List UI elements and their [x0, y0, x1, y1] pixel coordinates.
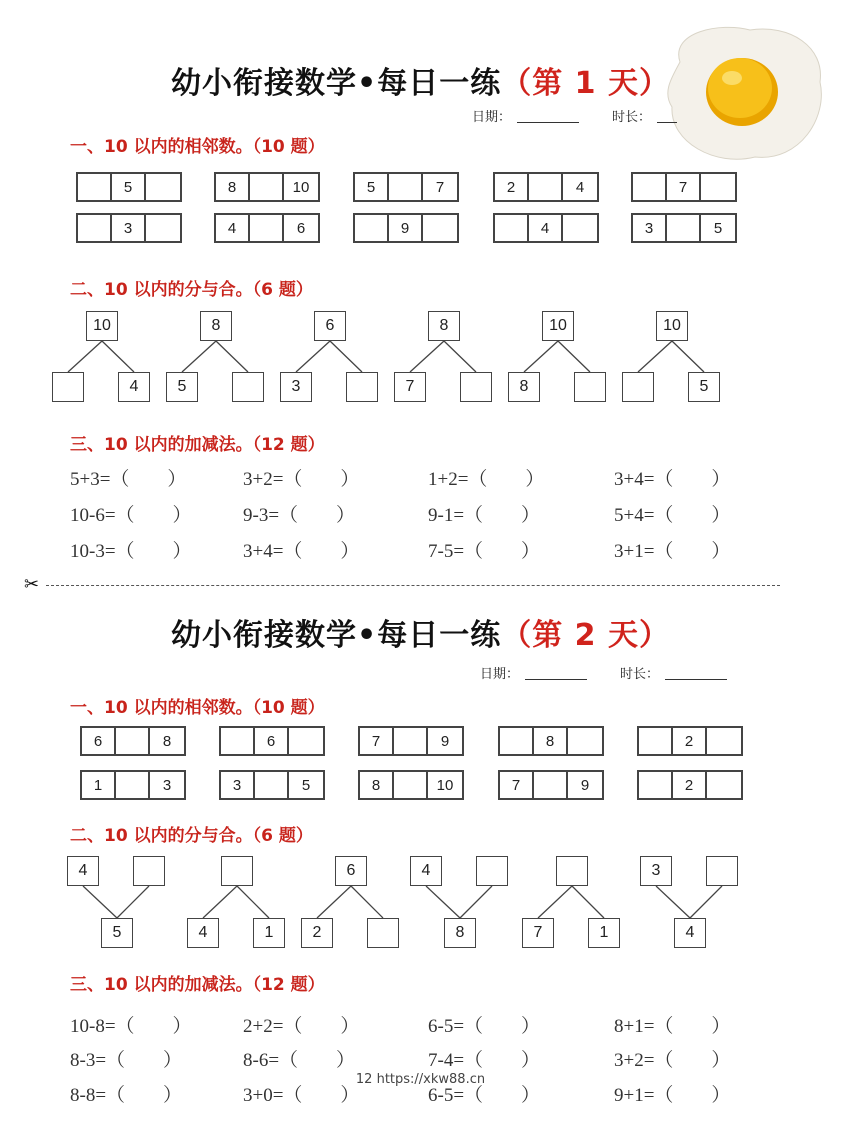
- answer-blank-cell[interactable]: [250, 174, 284, 200]
- bond-line: [237, 886, 269, 918]
- answer-blank-cell[interactable]: [255, 772, 289, 798]
- equation-item[interactable]: 10-6=（ ）: [70, 505, 192, 526]
- bond-line: [558, 341, 590, 372]
- equation-item[interactable]: 3+1=（ ）: [614, 541, 731, 562]
- number-box: 3: [640, 856, 672, 886]
- equation-item[interactable]: 9+1=（ ）: [614, 1085, 731, 1106]
- number-box: 8: [508, 372, 540, 402]
- bond-line: [330, 341, 362, 372]
- page-title-day2: 幼小衔接数学•每日一练（第 2 天）: [171, 618, 670, 653]
- answer-blank-cell[interactable]: [667, 215, 701, 241]
- number-box: 2: [301, 918, 333, 948]
- answer-blank-box[interactable]: [232, 372, 264, 402]
- number-box: 5: [101, 918, 133, 948]
- number-cell: 3: [112, 215, 146, 241]
- footer-watermark: 12 https://xkw88.cn: [355, 1072, 486, 1087]
- number-cell: 5: [301, 776, 311, 794]
- bond-line: [83, 886, 117, 918]
- number-box: 8: [428, 311, 460, 341]
- adjacent-number-group: [80, 770, 186, 800]
- equation-item[interactable]: 6-5=（ ）: [428, 1016, 541, 1037]
- equation-item[interactable]: 7-5=（ ）: [428, 541, 541, 562]
- number-cell: 8: [534, 728, 568, 754]
- adjacent-number-group: [358, 770, 464, 800]
- adjacent-number-group: [353, 213, 459, 243]
- bond-line: [296, 341, 330, 372]
- section-heading-decompose-day1: 二、10 以内的分与合。（6 题）: [70, 280, 313, 300]
- equation-item[interactable]: 5+3=（ ）: [70, 469, 187, 490]
- answer-blank-cell[interactable]: [701, 174, 735, 200]
- number-box: 10: [656, 311, 688, 341]
- number-cell: 6: [255, 728, 289, 754]
- equation-item[interactable]: 9-3=（ ）: [243, 505, 356, 526]
- answer-blank-cell[interactable]: [355, 215, 389, 241]
- number-cell: 7: [500, 772, 534, 798]
- equation-item[interactable]: 3+0=（ ）: [243, 1085, 360, 1106]
- equation-item[interactable]: 3+2=（ ）: [614, 1050, 731, 1071]
- answer-blank-cell[interactable]: [639, 772, 673, 798]
- number-box: 8: [200, 311, 232, 341]
- bond-line: [656, 886, 690, 918]
- adjacent-number-group: [76, 213, 182, 243]
- section-heading-adjacent-day1: 一、10 以内的相邻数。（10 题）: [70, 137, 325, 157]
- time-field-day2[interactable]: 时长：: [620, 663, 727, 682]
- number-cell: 8: [216, 174, 250, 200]
- number-cell: 2: [673, 772, 707, 798]
- bond-line: [690, 886, 722, 918]
- answer-blank-cell[interactable]: [707, 772, 741, 798]
- number-cell: 7: [667, 174, 701, 200]
- answer-blank-cell[interactable]: [495, 215, 529, 241]
- adjacent-number-group: [637, 770, 743, 800]
- equation-item[interactable]: 5+4=（ ）: [614, 505, 731, 526]
- page-title-day1: 幼小衔接数学•每日一练（第 1 天）: [171, 66, 670, 101]
- bond-line: [638, 341, 672, 372]
- number-box: 6: [314, 311, 346, 341]
- answer-blank-cell[interactable]: [146, 215, 180, 241]
- number-cell: 9: [440, 732, 450, 750]
- number-box: 6: [335, 856, 367, 886]
- bond-line: [444, 341, 476, 372]
- answer-blank-cell[interactable]: [529, 174, 563, 200]
- number-cell: 5: [355, 174, 389, 200]
- number-cell: 4: [575, 178, 585, 196]
- adjacent-number-group: [353, 172, 459, 202]
- equation-item[interactable]: 7-4=（ ）: [428, 1050, 541, 1071]
- bond-line: [182, 341, 216, 372]
- number-cell: 7: [360, 728, 394, 754]
- equation-item[interactable]: 10-3=（ ）: [70, 541, 192, 562]
- number-cell: 3: [633, 215, 667, 241]
- answer-blank-cell[interactable]: [563, 215, 597, 241]
- equation-item[interactable]: 1+2=（ ）: [428, 469, 545, 490]
- adjacent-number-group: [80, 726, 186, 756]
- answer-blank-cell[interactable]: [423, 215, 457, 241]
- answer-blank-box[interactable]: [556, 856, 588, 886]
- number-box: 1: [588, 918, 620, 948]
- bond-line: [68, 341, 102, 372]
- number-box: 5: [688, 372, 720, 402]
- number-box: 4: [674, 918, 706, 948]
- answer-blank-cell[interactable]: [394, 772, 428, 798]
- adjacent-number-group: [214, 213, 320, 243]
- date-field-day1[interactable]: 日期：: [472, 106, 579, 125]
- answer-blank-box[interactable]: [574, 372, 606, 402]
- bond-line: [460, 886, 492, 918]
- adjacent-number-group: [219, 726, 325, 756]
- number-box: 7: [394, 372, 426, 402]
- number-cell: 4: [216, 215, 250, 241]
- equation-item[interactable]: 8-3=（ ）: [70, 1050, 183, 1071]
- adjacent-number-group: [358, 726, 464, 756]
- number-cell: 8: [162, 732, 172, 750]
- equation-item[interactable]: 2+2=（ ）: [243, 1016, 360, 1037]
- answer-blank-cell[interactable]: [221, 728, 255, 754]
- equation-item[interactable]: 10-8=（ ）: [70, 1016, 192, 1037]
- number-box: 7: [522, 918, 554, 948]
- answer-blank-box[interactable]: [346, 372, 378, 402]
- adjacent-number-group: [631, 213, 737, 243]
- equation-item[interactable]: 3+4=（ ）: [614, 469, 731, 490]
- number-cell: 4: [529, 215, 563, 241]
- equation-item[interactable]: 3+2=（ ）: [243, 469, 360, 490]
- number-box: 10: [542, 311, 574, 341]
- number-cell: 9: [580, 776, 590, 794]
- number-cell: 5: [112, 174, 146, 200]
- answer-blank-cell[interactable]: [394, 728, 428, 754]
- number-box: 1: [253, 918, 285, 948]
- equation-item[interactable]: 8-6=（ ）: [243, 1050, 356, 1071]
- bond-line: [216, 341, 248, 372]
- answer-blank-cell[interactable]: [250, 215, 284, 241]
- number-cell: 3: [162, 776, 172, 794]
- answer-blank-cell[interactable]: [116, 728, 150, 754]
- answer-blank-cell[interactable]: [633, 174, 667, 200]
- section-heading-decompose-day2: 二、10 以内的分与合。（6 题）: [70, 826, 313, 846]
- bond-line: [524, 341, 558, 372]
- answer-blank-cell[interactable]: [639, 728, 673, 754]
- equation-item[interactable]: 3+4=（ ）: [243, 541, 360, 562]
- time-field-day1[interactable]: 时长：: [612, 106, 677, 125]
- answer-blank-box[interactable]: [460, 372, 492, 402]
- adjacent-number-group: [498, 770, 604, 800]
- bond-line: [317, 886, 351, 918]
- adjacent-number-group: [631, 172, 737, 202]
- cut-line: [46, 585, 780, 586]
- answer-blank-cell[interactable]: [389, 174, 423, 200]
- answer-blank-box[interactable]: [52, 372, 84, 402]
- adjacent-number-group: [498, 726, 604, 756]
- bond-line: [102, 341, 134, 372]
- answer-blank-box[interactable]: [622, 372, 654, 402]
- number-box: 4: [67, 856, 99, 886]
- section-heading-adjacent-day2: 一、10 以内的相邻数。（10 题）: [70, 698, 325, 718]
- number-box: 4: [410, 856, 442, 886]
- bond-line: [672, 341, 704, 372]
- answer-blank-cell[interactable]: [78, 174, 112, 200]
- number-box: 3: [280, 372, 312, 402]
- answer-blank-cell[interactable]: [289, 728, 323, 754]
- equation-item[interactable]: 8+1=（ ）: [614, 1016, 731, 1037]
- number-cell: 6: [296, 219, 306, 237]
- answer-blank-box[interactable]: [367, 918, 399, 948]
- answer-blank-cell[interactable]: [534, 772, 568, 798]
- number-cell: 5: [713, 219, 723, 237]
- answer-blank-cell[interactable]: [78, 215, 112, 241]
- answer-blank-box[interactable]: [221, 856, 253, 886]
- section-heading-arithmetic-day1: 三、10 以内的加减法。（12 题）: [70, 435, 325, 455]
- bond-line: [538, 886, 572, 918]
- equation-item[interactable]: 6-5=（ ）: [428, 1085, 541, 1106]
- answer-blank-cell[interactable]: [707, 728, 741, 754]
- adjacent-number-group: [219, 770, 325, 800]
- answer-blank-cell[interactable]: [500, 728, 534, 754]
- bond-line: [572, 886, 604, 918]
- date-field-day2[interactable]: 日期：: [480, 663, 587, 682]
- section-heading-arithmetic-day2: 三、10 以内的加减法。（12 题）: [70, 975, 325, 995]
- answer-blank-cell[interactable]: [146, 174, 180, 200]
- adjacent-number-group: [76, 172, 182, 202]
- bond-line: [410, 341, 444, 372]
- number-cell: 9: [389, 215, 423, 241]
- bond-line: [351, 886, 383, 918]
- answer-blank-box[interactable]: [476, 856, 508, 886]
- answer-blank-box[interactable]: [133, 856, 165, 886]
- adjacent-number-group: [493, 172, 599, 202]
- scissors-icon: ✂: [24, 574, 40, 595]
- number-box: 10: [86, 311, 118, 341]
- bond-line: [426, 886, 460, 918]
- number-cell: 6: [82, 728, 116, 754]
- adjacent-number-group: [637, 726, 743, 756]
- number-cell: 8: [360, 772, 394, 798]
- number-box: 8: [444, 918, 476, 948]
- equation-item[interactable]: 8-8=（ ）: [70, 1085, 183, 1106]
- adjacent-number-group: [214, 172, 320, 202]
- answer-blank-box[interactable]: [706, 856, 738, 886]
- number-box: 5: [166, 372, 198, 402]
- bond-line: [117, 886, 149, 918]
- number-cell: 1: [82, 772, 116, 798]
- number-cell: 2: [495, 174, 529, 200]
- number-cell: 7: [435, 178, 445, 196]
- number-box: 4: [118, 372, 150, 402]
- number-box: 4: [187, 918, 219, 948]
- answer-blank-cell[interactable]: [568, 728, 602, 754]
- number-cell: 2: [673, 728, 707, 754]
- adjacent-number-group: [493, 213, 599, 243]
- number-cell: 10: [436, 776, 454, 794]
- equation-item[interactable]: 9-1=（ ）: [428, 505, 541, 526]
- bond-line: [203, 886, 237, 918]
- number-cell: 10: [292, 178, 310, 196]
- answer-blank-cell[interactable]: [116, 772, 150, 798]
- number-cell: 3: [221, 772, 255, 798]
